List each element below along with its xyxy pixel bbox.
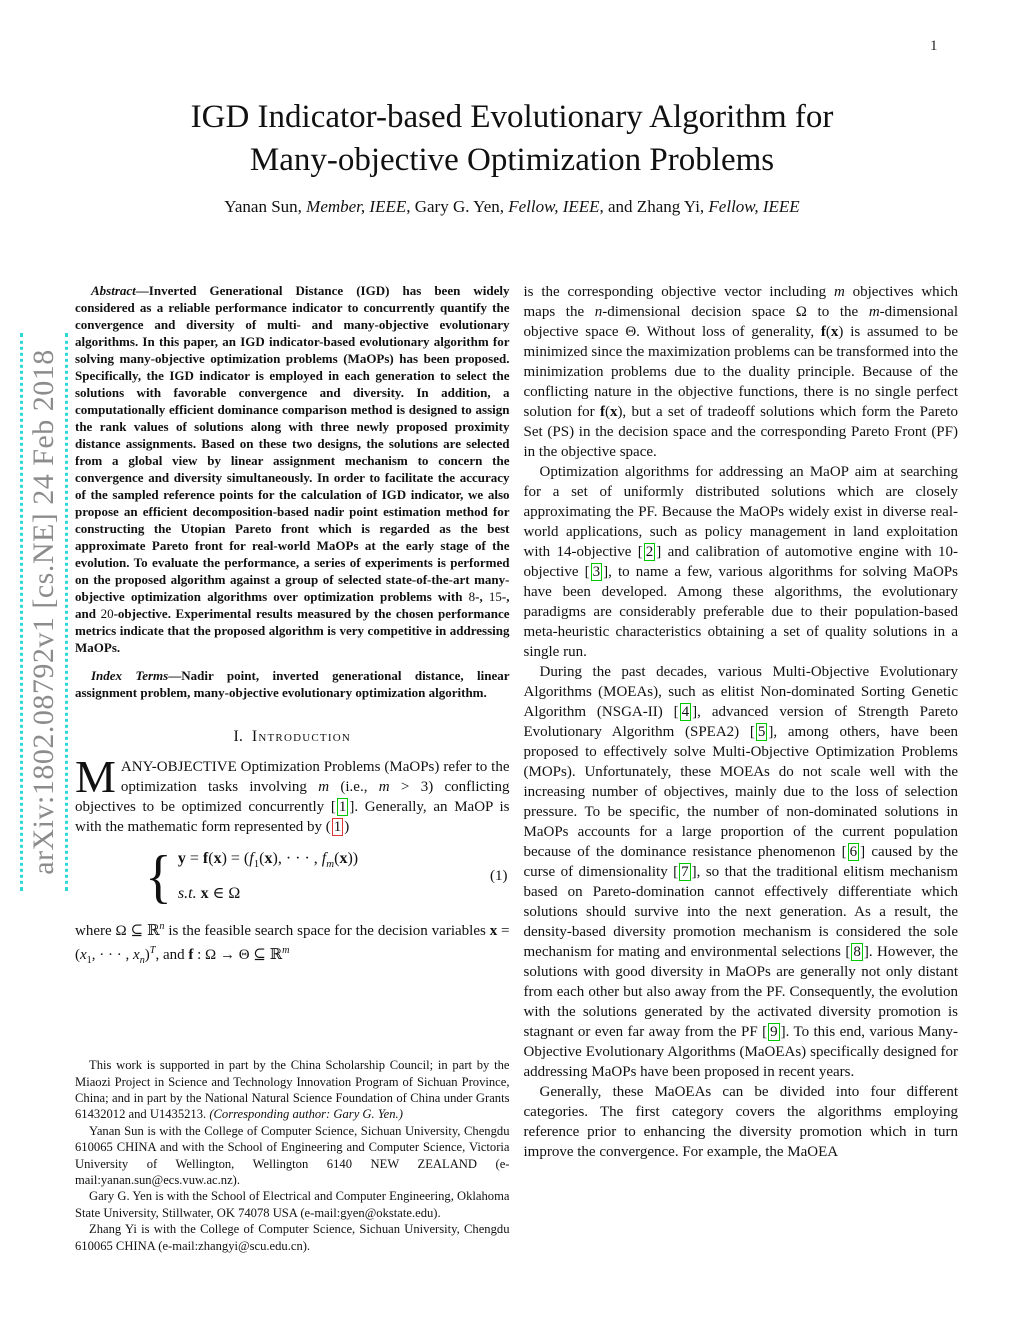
equation-1 [75,844,510,910]
citation-ref-link[interactable]: 2 [645,544,654,560]
paper-title-line2: Many-objective Optimization Problems [249,142,775,178]
footnote-funding: This work is supported in part by the China Scholarship Council; in part by the Miaozi Project in Science and Technology Innovation Program of Sichuan Province, China; and in part by the National Natural Science Foundation of China under Grants 61432012 and U1435213. (Corresponding author: Gary G. Yen.) [75,1058,510,1122]
author-line: Yanan Sun, Member, IEEE, Gary G. Yen, Fellow, IEEE, and Zhang Yi, Fellow, IEEE [224,197,800,216]
section-title: Introduction [251,728,351,745]
section-number: I. [233,728,243,745]
section-heading-introduction [75,728,510,746]
equation-brace: { [145,844,172,910]
paper-title [0,96,1024,182]
intro-paragraph [75,751,510,837]
page-number: 1 [930,38,938,54]
footnotes-block [75,1049,510,1254]
where-paragraph: where Ω ⊆ ℝ$^n$ is the feasible search space for the decision variables $x = (x_1$, · · · , $x_n)^T$, and f : Ω → Θ ⊆ ℝ$^m$ [75,921,510,967]
citation-ref-link[interactable]: 7 [681,864,689,880]
paper-header [0,0,1024,217]
left-column [75,282,510,1254]
equation-number: (1) [490,868,508,885]
equation-line-1: $y = f(x) = (f_1(x)$, · · · , $f_m(x)$) [177,850,359,871]
two-column-body [75,282,958,1254]
citation-ref-link[interactable]: 8 [853,944,861,960]
citation-ref-link[interactable]: 9 [770,1024,778,1040]
citation-ref-link[interactable]: 4 [681,704,690,720]
equation-line-2: s.t. x ∈ Ω [177,885,241,903]
right-column [524,282,959,1254]
index-terms: Index Terms—Nadir point, inverted generational distance, linear assignment problem, many-objective evolutionary optimization algorithm. [75,668,510,700]
footnote-zhang-yi: Zhang Yi is with the College of Computer Science, Sichuan University, Chengdu 610065 CHINA (e-mail:zhangyi@scu.edu.cn). [75,1222,510,1253]
footnote-yanan-sun: Yanan Sun is with the College of Computer Science, Sichuan University, Chengdu 610065 CHINA and with the School of Engineering and Computer Science, Victoria University of Wellington, Wellington 6140 NEW ZEALAND (e-mail:yanan.sun@ecs.vuw.ac.nz). [75,1123,510,1187]
citation-ref-link[interactable]: 5 [757,724,766,740]
body-paragraph: Optimization algorithms for addressing an MaOP aim at searching for a set of uniformly distributed solutions which are closely approximating the PF. Because the MaOPs widely exist in diverse real-world applications, such as policy management in land exploitation with 14-objective [ 2 ] and calibration of automotive engine with 10-objective [ 3 ], to name a few, various algorithms for solving MaOPs have been developed. Among these algorithms, the evolutionary paradigms are considerably preferable due to their population-based meta-heuristic characteristics obtaining a set of quality solutions in a single run. [523,464,958,660]
paper-title-line1: IGD Indicator-based Evolutionary Algorithm for [190,99,834,135]
citation-ref-link[interactable]: 6 [849,844,858,860]
citation-ref-link[interactable]: 3 [592,564,601,580]
intro-text: ANY-OBJECTIVE Optimization Problems (MaOPs) refer to the optimization tasks involving m (i.e., m > 3) conflicting objectives to be optimized concurrently [ 1 ]. Generally, an MaOP is with the mathematic form represented by ( 1 ) [75,759,510,835]
equation-ref-link[interactable]: 1 [333,819,342,835]
body-paragraph: is the corresponding objective vector including m objectives which maps the n-dimensional decision space Ω to the m-dimensional objective space Θ. Without loss of generality, f(x) is assumed to be minimized since the maximization problems can be transformed into the minimization problems due to the duality principle. Because of the conflicting nature in the objective functions, there is no single perfect solution for f(x), but a set of tradeoff solutions which form the Pareto Set (PS) in the decision space and the corresponding Pareto Front (PF) in the objective space. [523,284,958,460]
citation-ref-link[interactable]: 1 [338,799,347,815]
footnote-gary-yen: Gary G. Yen is with the School of Electrical and Computer Engineering, Oklahoma State University, Stillwater, OK 74078 USA (e-mail:gyen@okstate.edu). [75,1189,510,1220]
arxiv-watermark: arXiv:1802.08792v1 [cs.NE] 24 Feb 2018 [20,333,68,891]
dropcap-letter: M [75,751,116,802]
body-paragraph: Generally, these MaOEAs can be divided into four different categories. The first category covers the algorithms employing reference prior to enhancing the diversity promotion which in turn improve the convergence. For example, the MaOEA [523,1084,958,1160]
equation-lines [178,848,358,905]
body-paragraph: During the past decades, various Multi-Objective Evolutionary Algorithms (MOEAs), such as elitist Non-dominated Sorting Genetic Algorithm (NSGA-II) [ 4 ], advanced version of Strength Pareto Evolutionary Algorithm (SPEA2) [ 5 ], among others, have been proposed to effectively solve Multi-Objective Optimization Problems (MOPs). Unfortunately, these MOEAs do not scale well with the increasing number of objectives, mainly due to the loss of selection pressure. To be specific, the number of non-dominated solutions in MaOPs accounts for a large proportion of the current population because of the dominance resistance phenomenon [ 6 ] caused by the curse of dimensionality [ 7 ], so that the traditional elitism mechanism based on Pareto-domination cannot effectively differentiate which solutions should survive into the next generation. As a result, the density-based diversity promotion mechanism is considered the sole mechanism for mating and environmental selections [ 8 ]. However, the solutions with good diversity in MaOPs are generally not only distant from each other but also away from the PF. Consequently, the evolution with the solutions generated by the activated diversity promotion is stagnant or even far away from the PF [ 9 ]. To this end, various Many-Objective Evolutionary Algorithms (MaOEAs) specifically designed for addressing MaOPs have been proposed in recent years. [523,664,959,1080]
abstract: Abstract—Inverted Generational Distance (IGD) has been widely considered as a reliable performance indicator to concurrently quantify the convergence and diversity of multi- and many-objective evolutionary algorithms. In this paper, an IGD indicator-based evolutionary algorithm for solving many-objective optimization problems (MaOPs) has been proposed. Specifically, the IGD indicator is employed in each generation to select the solutions with favorable convergence and diversity. In addition, a computationally efficient dominance comparison method is designed to assign the rank values of solutions along with three newly proposed proximity distance assignments. Based on these two designs, the solutions are selected from a global view by linear assignment mechanism to concern the convergence and diversity simultaneously. In order to facilitate the accuracy of the sampled reference points for the calculation of IGD indicator, we also propose an efficient decomposition-based nadir point estimation method for constructing the Utopian Pareto front which is regarded as the best approximate Pareto front for real-world MaOPs at the early stage of the evolution. To evaluate the performance, a series of experiments is performed on the proposed algorithm against a group of selected state-of-the-art many-objective optimization algorithms over optimization problems with 8-, 15-, and 20-objective. Experimental results measured by the chosen performance metrics indicate that the proposed algorithm is very competitive in addressing MaOPs. [75,283,510,655]
